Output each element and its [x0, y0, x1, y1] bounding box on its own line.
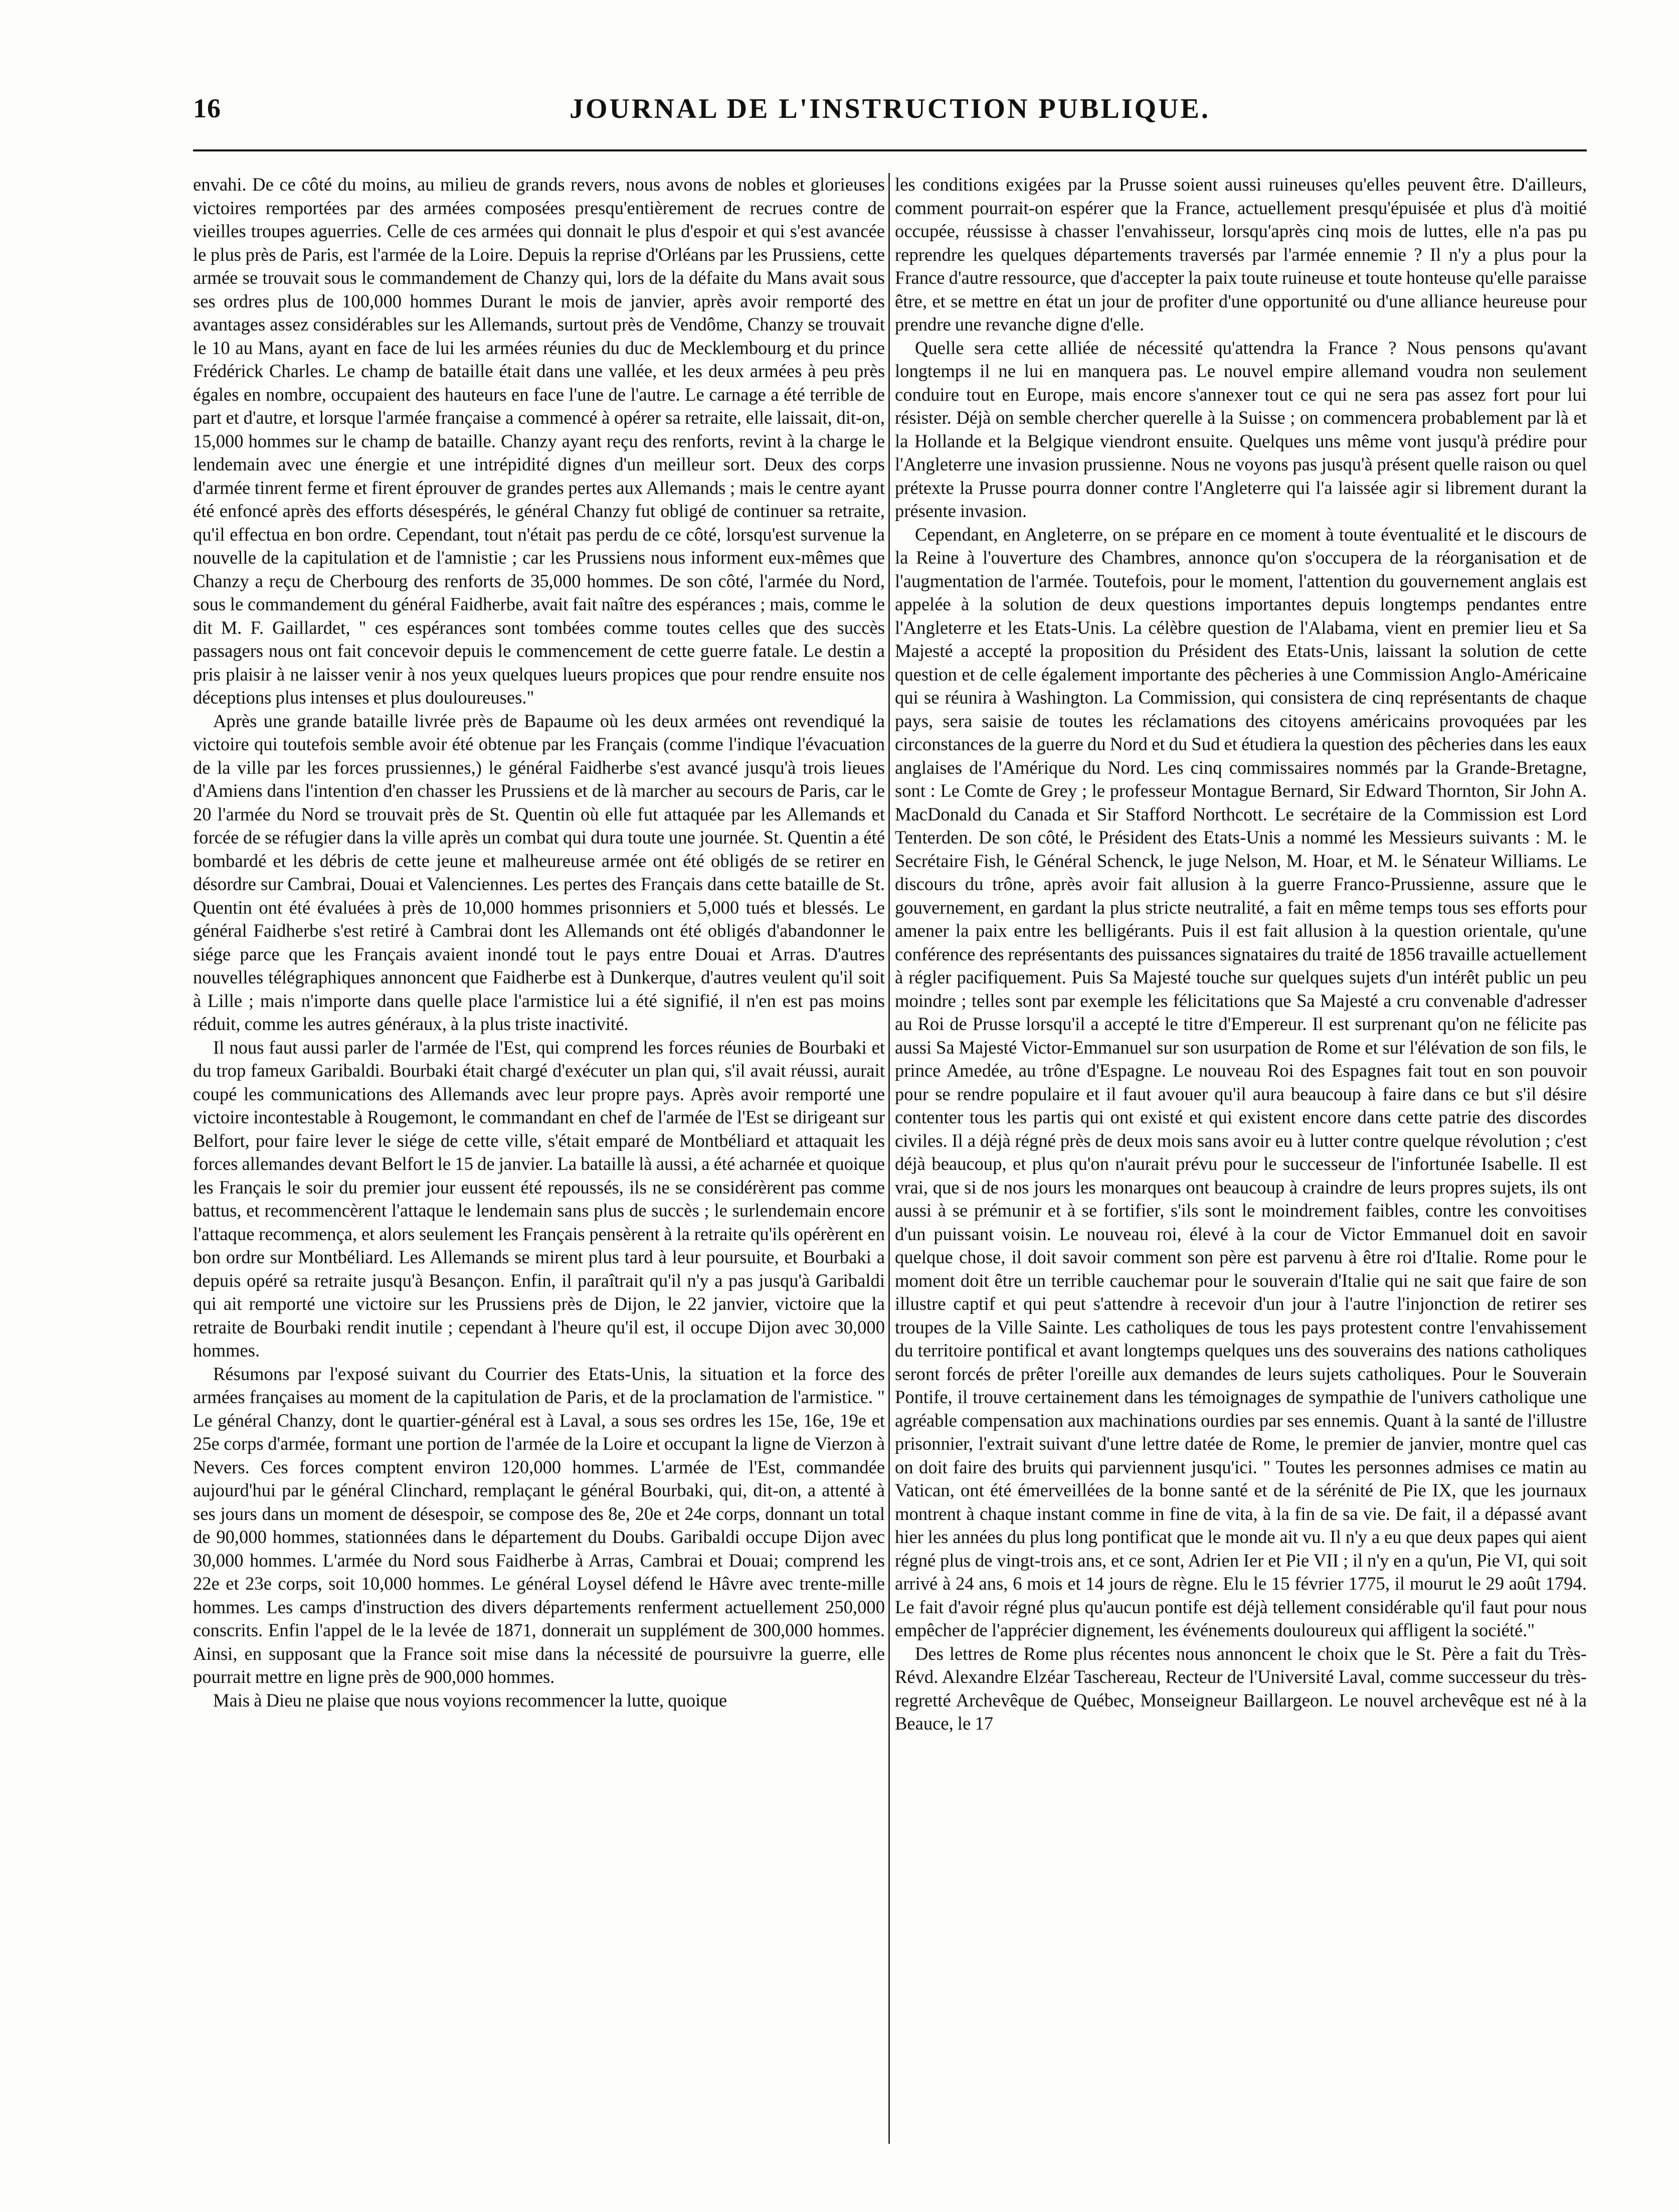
header-rule	[193, 149, 1587, 151]
paragraph: Mais à Dieu ne plaise que nous voyions recommencer la lutte, quoique	[213, 1689, 727, 1711]
paragraph: Des lettres de Rome plus récentes nous annoncent le choix que le St. Père a fait du Très-Révd. Alexandre Elzéar Taschereau, Recteur de l'Université Laval, comme successeur du très-regretté Archevêque de Québec, Monseigneur Baillargeon. Le nouvel archevêque est né à la Beauce, le 17	[895, 1643, 1587, 1734]
paragraph: Il nous faut aussi parler de l'armée de l'Est, qui comprend les forces réunies de Bourbaki et du trop fameux Garibaldi. Bourbaki était chargé d'exécuter un plan qui, s'il avait réussi, aurait coupé les communications des Allemands avec leur propre pays. Après avoir remporté une victoire incontestable à Rougemont, le commandant en chef de l'armée de l'Est se dirigeant sur Belfort, pour faire lever le siége de cette ville, s'était emparé de Montbéliard et attaquait les forces allemandes devant Belfort le 15 de janvier. La bataille là aussi, a été acharnée et quoique les Français le soir du premier jour eussent été repoussés, ils ne se considérèrent pas comme battus, et recommencèrent l'attaque le lendemain sans plus de succès ; le surlendemain encore l'attaque recommença, et alors seulement les Français pensèrent à la retraite qu'ils opérèrent en bon ordre sur Montbéliard. Les Allemands se mirent plus tard à leur poursuite, et Bourbaki a depuis opéré sa retraite jusqu'à Besançon. Enfin, il paraîtrait qu'il n'y a pas jusqu'à Garibaldi qui ait remporté une victoire sur les Prussiens près de Dijon, le 22 janvier, victoire que la retraite de Bourbaki rendit inutile ; cependant à l'heure qu'il est, il occupe Dijon avec 30,000 hommes.	[193, 1037, 885, 1360]
left-column	[193, 173, 885, 1712]
right-column	[895, 173, 1587, 1736]
column-divider	[888, 173, 890, 2144]
paragraph: Quelle sera cette alliée de nécessité qu'attendra la France ? Nous pensons qu'avant longtemps il ne lui en manquera pas. Le nouvel empire allemand voudra non seulement conduire tout en Europe, mais encore s'annexer tout ce qui ne sera pas assez fort pour lui résister. Déjà on semble chercher querelle à la Suisse ; on commencera probablement par là et la Hollande et la Belgique viendront ensuite. Quelques uns même vont jusqu'à prédire pour l'Angleterre une invasion prussienne. Nous ne voyons pas jusqu'à présent quelle raison ou quel prétexte la Prusse pourra donner contre l'Angleterre qui l'a laissée agir si librement durant la présente invasion.	[895, 337, 1587, 521]
journal-title: JOURNAL DE L'INSTRUCTION PUBLIQUE.	[570, 93, 1210, 124]
paragraph: envahi. De ce côté du moins, au milieu de grands revers, nous avons de nobles et glorieuses victoires remportées par des armées composées presqu'entièrement de recrues contre de vieilles troupes aguerries. Celle de ces armées qui donnait le plus d'espoir et qui s'est avancée le plus près de Paris, est l'armée de la Loire. Depuis la reprise d'Orléans par les Prussiens, cette armée se trouvait sous le commandement de Chanzy qui, lors de la défaite du Mans avait sous ses ordres plus de 100,000 hommes Durant le mois de janvier, après avoir remporté des avantages assez considérables sur les Allemands, surtout près de Vendôme, Chanzy se trouvait le 10 au Mans, ayant en face de lui les armées réunies du duc de Mecklembourg et du prince Frédérick Charles. Le champ de bataille était dans une vallée, et les deux armées à peu près égales en nombre, occupaient des hauteurs en face l'une de l'autre. Le carnage a été terrible de part et d'autre, et lorsque l'armée française a commencé à opérer sa retraite, elle laissait, dit-on, 15,000 hommes sur le champ de bataille. Chanzy ayant reçu des renforts, revint à la charge le lendemain avec une énergie et une intrépidité dignes d'un meilleur sort. Deux des corps d'armée tinrent ferme et firent éprouver de grandes pertes aux Allemands ; mais le centre ayant été enfoncé après des efforts désespérés, le général Chanzy fut obligé de continuer sa retraite, qu'il effectua en bon ordre. Cependant, tout n'était pas perdu de ce côté, lorsqu'est survenue la nouvelle de la capitulation et de l'amnistie ; car les Prussiens nous informent eux-mêmes que Chanzy a reçu de Cherbourg des renforts de 35,000 hommes. De son côté, l'armée du Nord, sous le commandement du général Faidherbe, avait fait naître des espérances ; mais, comme le dit M. F. Gaillardet, " ces espérances sont tombées comme toutes celles que des succès passagers nous ont fait concevoir depuis le commencement de cette guerre fatale. Le destin a pris plaisir à ne laisser venir à nos yeux quelques lueurs propices que pour rendre ensuite nos déceptions plus intenses et plus douloureuses."	[193, 174, 885, 708]
paragraph: Résumons par l'exposé suivant du Courrier des Etats-Unis, la situation et la force des armées françaises au moment de la capitulation de Paris, et de la proclamation de l'armistice. " Le général Chanzy, dont le quartier-général est à Laval, a sous ses ordres les 15e, 16e, 19e et 25e corps d'armée, formant une portion de l'armée de la Loire et occupant la ligne de Vierzon à Nevers. Ces forces comptent environ 120,000 hommes. L'armée de l'Est, commandée aujourd'hui par le général Clinchard, remplaçant le général Bourbaki, qui, dit-on, a attenté à ses jours dans un moment de désespoir, se compose des 8e, 20e et 24e corps, donnant un total de 90,000 hommes, stationnées dans le département du Doubs. Garibaldi occupe Dijon avec 30,000 hommes. L'armée du Nord sous Faidherbe à Arras, Cambrai et Douai; comprend les 22e et 23e corps, soit 10,000 hommes. Le général Loysel défend le Hâvre avec trente-mille hommes. Les camps d'instruction des divers départements renferment actuellement 250,000 conscrits. Enfin l'appel de le la levée de 1871, donnerait un supplément de 300,000 hommes. Ainsi, en supposant que la France soit mise dans la nécessité de poursuivre la guerre, elle pourrait mettre en ligne près de 900,000 hommes.	[193, 1363, 885, 1687]
page-number: 16	[193, 93, 221, 123]
paragraph: Cependant, en Angleterre, on se prépare en ce moment à toute éventualité et le discours de la Reine à l'ouverture des Chambres, annonce qu'on s'occupera de la réorganisation et de l'augmentation de l'armée. Toutefois, pour le moment, l'attention du gouvernement anglais est appelée à la solution de deux questions importantes depuis longtemps pendantes entre l'Angleterre et les Etats-Unis. La célèbre question de l'Alabama, vient en premier lieu et Sa Majesté a accepté la proposition du Président des Etats-Unis, laissant la solution de cette question et de celle également importante des pêcheries à une Commission Anglo-Américaine qui se réunira à Washington. La Commission, qui consistera de cinq représentants de chaque pays, sera saisie de toutes les réclamations des citoyens américains provoquées par les circonstances de la guerre du Nord et du Sud et étudiera la question des pêcheries dans les eaux anglaises de l'Amérique du Nord. Les cinq commissaires nommés par la Grande-Bretagne, sont : Le Comte de Grey ; le professeur Montague Bernard, Sir Edward Thornton, Sir John A. MacDonald du Canada et Sir Stafford Northcott. Le secrétaire de la Commission est Lord Tenterden. De son côté, le Président des Etats-Unis a nommé les Messieurs suivants : M. le Secrétaire Fish, le Général Schenck, le juge Nelson, M. Hoar, et M. le Sénateur Williams. Le discours du trône, après avoir fait allusion à la guerre Franco-Prussienne, assure que le gouvernement, en gardant la plus stricte neutralité, a fait en même temps tous ses efforts pour amener la paix entre les belligérants. Puis il est fait allusion à la question orientale, qu'une conférence des représentants des puissances signataires du traité de 1856 travaille actuellement à régler pacifiquement. Puis Sa Majesté touche sur quelques sujets d'un intérêt public un peu moindre ; telles sont par exemple les félicitations que Sa Majesté a cru convenable d'adresser au Roi de Prusse lorsqu'il a accepté le titre d'Empereur. Il est surprenant qu'on ne félicite pas aussi Sa Majesté Victor-Emmanuel sur son usurpation de Rome et sur l'élévation de son fils, le prince Amedée, au trône d'Espagne. Le nouveau Roi des Espagnes fait tout en son pouvoir pour se rendre populaire et il faut avouer qu'il aura beaucoup à faire dans ce but s'il désire contenter tous les partis qui ont existé et qui existent encore dans cette patrie des discordes civiles. Il a déjà régné près de deux mois sans avoir eu à lutter contre quelque révolution ; c'est déjà beaucoup, et plus qu'on n'aurait prévu pour le successeur de l'infortunée Isabelle. Il est vrai, que si de nos jours les monarques ont beaucoup à craindre de leurs propres sujets, ils ont aussi à se prémunir et à se fortifier, s'ils sont le moindrement faibles, contre les convoitises d'un puissant voisin. Le nouveau roi, élevé à la cour de Victor Emmanuel doit en savoir quelque chose, il doit savoir comment son père est parvenu à être roi d'Italie. Rome pour le moment doit être un terrible cauchemar pour le souverain d'Italie qui ne sait que faire de son illustre captif et qui peut s'attendre à recevoir d'un jour à l'autre l'injonction de retirer ses troupes de la Ville Sainte. Les catholiques de tous les pays protestent contre l'envahissement du territoire pontifical et avant longtemps quelques uns des souverains des nations catholiques seront forcés de prêter l'oreille aux demandes de leurs sujets catholiques. Pour le Souverain Pontife, il trouve certainement dans les témoignages de sympathie de l'univers catholique une agréable compensation aux machinations ourdies par ses ennemis. Quant à la santé de l'illustre prisonnier, l'extrait suivant d'une lettre datée de Rome, le premier de janvier, montre quel cas on doit faire des bruits qui parviennent jusqu'ici. " Toutes les personnes admises ce matin au Vatican, ont été émerveillées de la bonne santé et de la sérénité de Pie IX, que les journaux montrent à chaque instant comme in fine de vita, à la fin de sa vie. De fait, il a dépassé avant hier les années du plus long pontificat que le monde ait vu. Il n'y a eu que deux papes qui aient régné plus de vingt-trois ans, et ce sont, Adrien Ier et Pie VII ; il n'y en a qu'un, Pie VI, qui soit arrivé à 24 ans, 6 mois et 14 jours de règne. Elu le 15 février 1775, il mourut le 29 août 1794. Le fait d'avoir régné plus qu'aucun pontife est déjà tellement considérable qu'il faut pour nous empêcher de l'apprécier dignement, les événements douloureux qui affligent la société."	[895, 524, 1587, 1640]
paragraph: Après une grande bataille livrée près de Bapaume où les deux armées ont revendiqué la victoire qui toutefois semble avoir été obtenue par les Français (comme l'indique l'évacuation de la ville par les forces prussiennes,) le général Faidherbe s'est avancé jusqu'à trois lieues d'Amiens dans l'intention d'en chasser les Prussiens et de là marcher au secours de Paris, car le 20 l'armée du Nord se trouvait près de St. Quentin où elle fut attaquée par les Allemands et forcée de se réfugier dans la ville après un combat qui dura toute une journée. St. Quentin a été bombardé et les débris de cette jeune et malheureuse armée ont été obligés de se retirer en désordre sur Cambrai, Douai et Valenciennes. Les pertes des Français dans cette bataille de St. Quentin ont été évaluées à près de 10,000 hommes prisonniers et 5,000 tués et blessés. Le général Faidherbe s'est retiré à Cambrai dont les Allemands ont été obligés d'abandonner le siége parce que les Français avaient inondé tout le pays entre Douai et Arras. D'autres nouvelles télégraphiques annoncent que Faidherbe est à Dunkerque, d'autres veulent qu'il soit à Lille ; mais n'importe dans quelle place l'armistice lui a été signifié, il n'en est pas moins réduit, comme les autres généraux, à la plus triste inactivité.	[193, 710, 885, 1034]
paragraph: les conditions exigées par la Prusse soient aussi ruineuses qu'elles peuvent être. D'ailleurs, comment pourrait-on espérer que la France, actuellement presqu'épuisée et plus d'à moitié occupée, réussisse à chasser l'envahisseur, lorsqu'après cinq mois de luttes, elle n'a pas pu reprendre les quelques départements traversés par l'armée ennemie ? Il n'y a plus pour la France d'autre ressource, que d'accepter la paix toute ruineuse et toute honteuse qu'elle paraisse être, et se mettre en état un jour de profiter d'une opportunité ou d'une alliance heureuse pour prendre une revanche digne d'elle.	[895, 174, 1587, 334]
page-header	[193, 93, 1587, 133]
